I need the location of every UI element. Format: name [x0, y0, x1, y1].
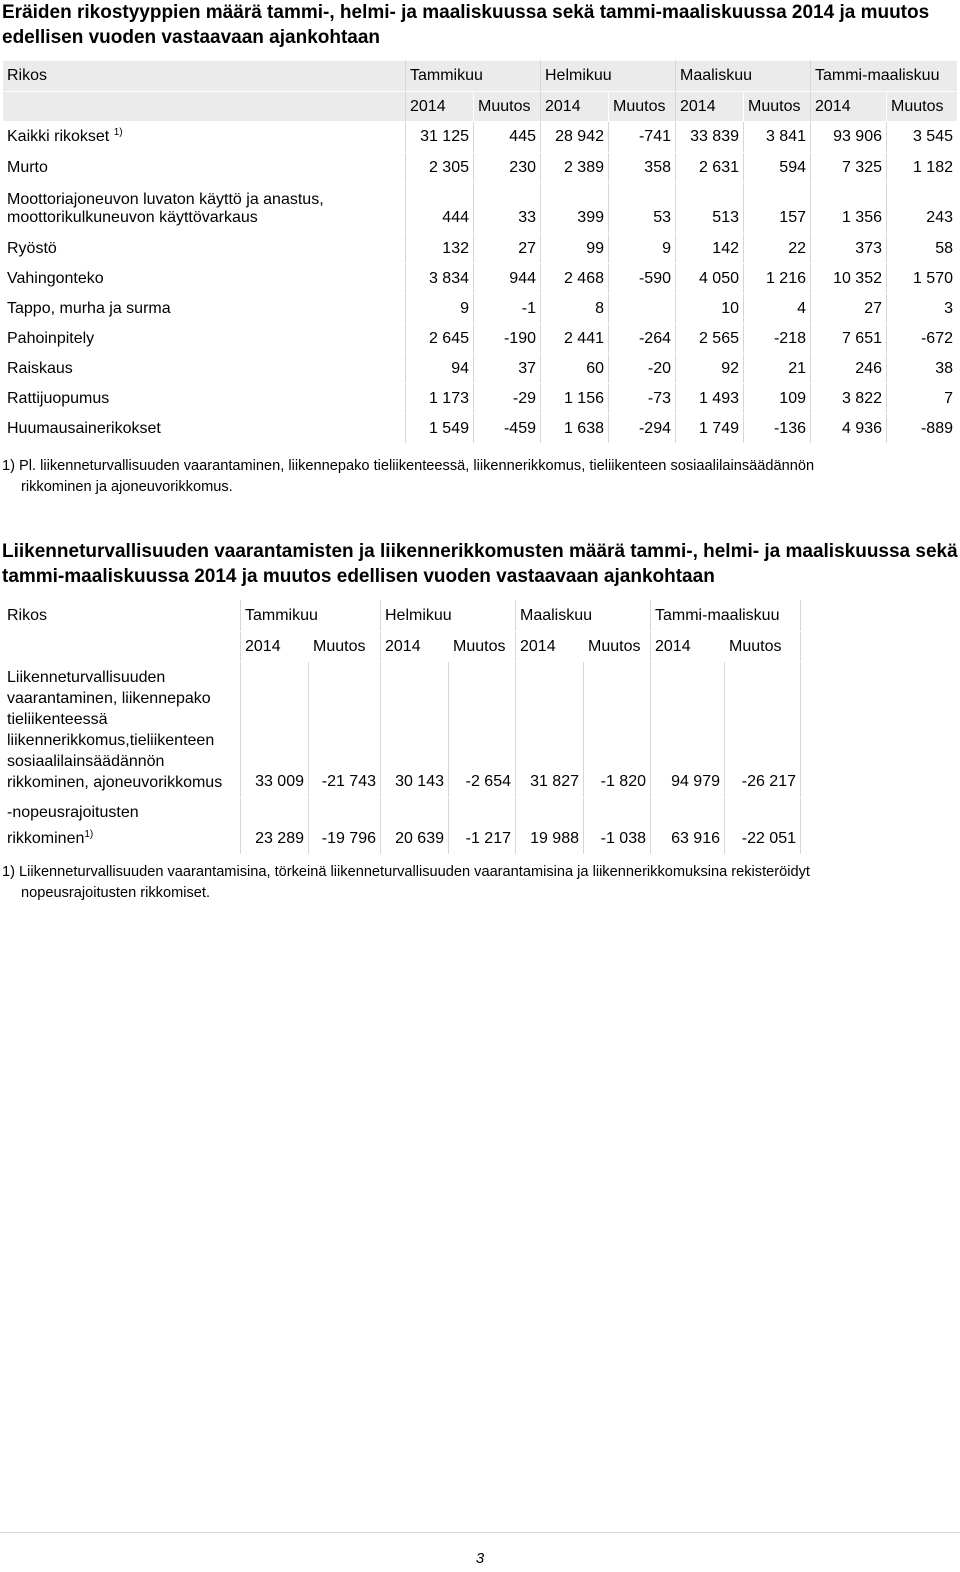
cell-value: -19 796: [309, 798, 381, 855]
cell-value: 99: [541, 234, 609, 264]
footnote-text: rikkominen ja ajoneuvorikkomus.: [21, 479, 233, 495]
cell-value: 230: [474, 153, 541, 183]
cell-value: 2 468: [541, 264, 609, 294]
cell-value: 33 839: [676, 122, 744, 153]
cell-value: 37: [474, 354, 541, 384]
cell-value: 93 906: [811, 122, 887, 153]
cell-value: -672: [887, 324, 958, 354]
cell-value: 109: [744, 384, 811, 414]
table-row: [3, 384, 958, 414]
cell-value: 1 570: [887, 264, 958, 294]
t2-subheader: Muutos: [309, 632, 381, 662]
t1-header-period: Maaliskuu: [676, 61, 811, 92]
cell-value: 373: [811, 234, 887, 264]
row-label: Vahingonteko: [3, 264, 406, 294]
cell-value: 2 305: [406, 153, 474, 183]
footnote-marker: 1): [2, 458, 15, 474]
cell-value: 1 182: [887, 153, 958, 183]
footnote-marker: 1): [84, 829, 94, 840]
cell-value: 1 216: [744, 264, 811, 294]
t2-subheader: Muutos: [725, 632, 801, 662]
cell-value: 2 441: [541, 324, 609, 354]
t2-header-period: Tammi-maaliskuu: [651, 601, 801, 632]
cell-value: -2 654: [449, 662, 516, 798]
cell-value: 38: [887, 354, 958, 384]
footnote-text: nopeusrajoitusten rikkomiset.: [21, 885, 210, 901]
t2-header-crime: Rikos: [3, 601, 241, 632]
cell-value: -190: [474, 324, 541, 354]
cell-value: 7 325: [811, 153, 887, 183]
cell-value: 33 009: [241, 662, 309, 798]
cell-value: 399: [541, 183, 609, 234]
cell-value: 60: [541, 354, 609, 384]
row-label: -nopeusrajoitusten rikkominen$^{1)}$: [3, 798, 241, 855]
cell-value: 22: [744, 234, 811, 264]
row-label: Pahoinpitely: [3, 324, 406, 354]
table-row: [3, 153, 958, 183]
t2-subheader: 2014: [651, 632, 725, 662]
cell-value: -26 217: [725, 662, 801, 798]
cell-value: 31 827: [516, 662, 584, 798]
cell-value: 10 352: [811, 264, 887, 294]
cell-value: 23 289: [241, 798, 309, 855]
cell-value: -1 217: [449, 798, 516, 855]
t2-header-period: Maaliskuu: [516, 601, 651, 632]
cell-value: 9: [406, 294, 474, 324]
table2-footnote: [2, 862, 952, 904]
row-label: Ryöstö: [3, 234, 406, 264]
footnote-text: Pl. liikenneturvallisuuden vaarantaminen, liikennepako tieliikenteessä, liikennerikkomus, tieliikenteen sosiaalilainsäädännön: [19, 458, 815, 474]
cell-value: 3: [887, 294, 958, 324]
cell-value: 3 834: [406, 264, 474, 294]
cell-value: 3 841: [744, 122, 811, 153]
table1-footnote: [2, 456, 952, 498]
cell-value: 513: [676, 183, 744, 234]
table2: [2, 600, 801, 855]
cell-value: 444: [406, 183, 474, 234]
cell-value: 21: [744, 354, 811, 384]
cell-value: 58: [887, 234, 958, 264]
cell-value: 63 916: [651, 798, 725, 855]
cell-value: 1 549: [406, 414, 474, 444]
t1-header-blank: [3, 92, 406, 122]
cell-value: 132: [406, 234, 474, 264]
table-row: [3, 414, 958, 444]
cell-value: 10: [676, 294, 744, 324]
cell-value: -590: [609, 264, 676, 294]
cell-value: 8: [541, 294, 609, 324]
page-number: 3: [475, 1550, 485, 1567]
page-footer-rule: [0, 1532, 960, 1533]
cell-value: -1: [474, 294, 541, 324]
cell-value: 94 979: [651, 662, 725, 798]
cell-value: 19 988: [516, 798, 584, 855]
t1-subheader: 2014: [676, 92, 744, 122]
cell-value: 594: [744, 153, 811, 183]
cell-value: 31 125: [406, 122, 474, 153]
cell-value: 243: [887, 183, 958, 234]
t1-subheader: Muutos: [744, 92, 811, 122]
t2-subheader: 2014: [516, 632, 584, 662]
cell-value: 2 565: [676, 324, 744, 354]
cell-value: 9: [609, 234, 676, 264]
cell-value: -294: [609, 414, 676, 444]
cell-value: -21 743: [309, 662, 381, 798]
table1-title: Eräiden rikostyyppien määrä tammi-, helmi- ja maaliskuussa sekä tammi-maaliskuussa 2014 ja muutos edellisen vuoden vastaavaan ajankohtaan: [2, 2, 930, 48]
cell-value: 3 822: [811, 384, 887, 414]
cell-value: 944: [474, 264, 541, 294]
t2-subheader: 2014: [381, 632, 449, 662]
table-row: [3, 264, 958, 294]
table-row: [3, 324, 958, 354]
footnote-text: Liikenneturvallisuuden vaarantamisina, törkeinä liikenneturvallisuuden vaarantamisina ja liikennerikkomuksina rekisteröidyt: [19, 864, 810, 880]
cell-value: 2 389: [541, 153, 609, 183]
cell-value: 94: [406, 354, 474, 384]
cell-value: 157: [744, 183, 811, 234]
cell-value: 1 356: [811, 183, 887, 234]
table1: [2, 60, 958, 444]
cell-value: -22 051: [725, 798, 801, 855]
cell-value: 4 050: [676, 264, 744, 294]
cell-value: 1 173: [406, 384, 474, 414]
cell-value: -1 820: [584, 662, 651, 798]
cell-value: 27: [811, 294, 887, 324]
cell-value: 27: [474, 234, 541, 264]
cell-value: [609, 294, 676, 324]
cell-value: -264: [609, 324, 676, 354]
t2-subheader: Muutos: [584, 632, 651, 662]
cell-value: 33: [474, 183, 541, 234]
cell-value: 7: [887, 384, 958, 414]
t1-subheader: 2014: [406, 92, 474, 122]
cell-value: 445: [474, 122, 541, 153]
cell-value: 20 639: [381, 798, 449, 855]
cell-value: -136: [744, 414, 811, 444]
t2-header-period: Tammikuu: [241, 601, 381, 632]
t1-header-period: Tammi-maaliskuu: [811, 61, 958, 92]
footnote-marker: 1): [113, 127, 123, 138]
t1-header-period: Tammikuu: [406, 61, 541, 92]
table-row: [3, 294, 958, 324]
cell-value: 7 651: [811, 324, 887, 354]
cell-value: -889: [887, 414, 958, 444]
cell-value: -29: [474, 384, 541, 414]
cell-value: -218: [744, 324, 811, 354]
cell-value: 1 156: [541, 384, 609, 414]
t1-subheader: Muutos: [887, 92, 958, 122]
table-row: [3, 122, 958, 153]
cell-value: 92: [676, 354, 744, 384]
cell-value: 1 493: [676, 384, 744, 414]
cell-value: -73: [609, 384, 676, 414]
cell-value: 246: [811, 354, 887, 384]
t1-header-crime: Rikos: [3, 61, 406, 92]
row-label: Tappo, murha ja surma: [3, 294, 406, 324]
cell-value: -20: [609, 354, 676, 384]
footnote-marker: 1): [2, 864, 15, 880]
table-row: [3, 354, 958, 384]
row-label: Moottoriajoneuvon luvaton käyttö ja anastus, moottorikulkuneuvon käyttövarkaus: [3, 183, 406, 234]
cell-value: 4 936: [811, 414, 887, 444]
table-row: [3, 234, 958, 264]
row-label: Kaikki rikokset $^{1)}$: [3, 122, 406, 153]
row-label: Huumausainerikokset: [3, 414, 406, 444]
table-row: [3, 798, 801, 855]
t2-header-period: Helmikuu: [381, 601, 516, 632]
t1-subheader: Muutos: [474, 92, 541, 122]
cell-value: 142: [676, 234, 744, 264]
cell-value: 1 638: [541, 414, 609, 444]
t1-subheader: Muutos: [609, 92, 676, 122]
cell-value: 2 645: [406, 324, 474, 354]
t1-subheader: 2014: [541, 92, 609, 122]
cell-value: -1 038: [584, 798, 651, 855]
t2-header-blank: [3, 632, 241, 662]
cell-value: -459: [474, 414, 541, 444]
cell-value: -741: [609, 122, 676, 153]
cell-value: 358: [609, 153, 676, 183]
cell-value: 53: [609, 183, 676, 234]
t1-subheader: 2014: [811, 92, 887, 122]
row-label: Rattijuopumus: [3, 384, 406, 414]
t1-header-period: Helmikuu: [541, 61, 676, 92]
cell-value: 30 143: [381, 662, 449, 798]
t2-subheader: Muutos: [449, 632, 516, 662]
t2-subheader: 2014: [241, 632, 309, 662]
cell-value: 1 749: [676, 414, 744, 444]
cell-value: 3 545: [887, 122, 958, 153]
table-row: [3, 183, 958, 234]
cell-value: 28 942: [541, 122, 609, 153]
row-label: Liikenneturvallisuuden vaarantaminen, liikennepako tieliikenteessä liikennerikkomus,tieliikenteen sosiaalilainsäädännön rikkominen, ajoneuvorikkomus: [3, 662, 241, 798]
table-row: [3, 662, 801, 798]
table2-title: Liikenneturvallisuuden vaarantamisten ja liikennerikkomusten määrä tammi-, helmi- ja maaliskuussa sekä tammi-maaliskuussa 2014 ja muutos edellisen vuoden vastaavaan ajankohtaan: [2, 541, 958, 587]
cell-value: 4: [744, 294, 811, 324]
cell-value: 2 631: [676, 153, 744, 183]
row-label: Murto: [3, 153, 406, 183]
row-label: Raiskaus: [3, 354, 406, 384]
